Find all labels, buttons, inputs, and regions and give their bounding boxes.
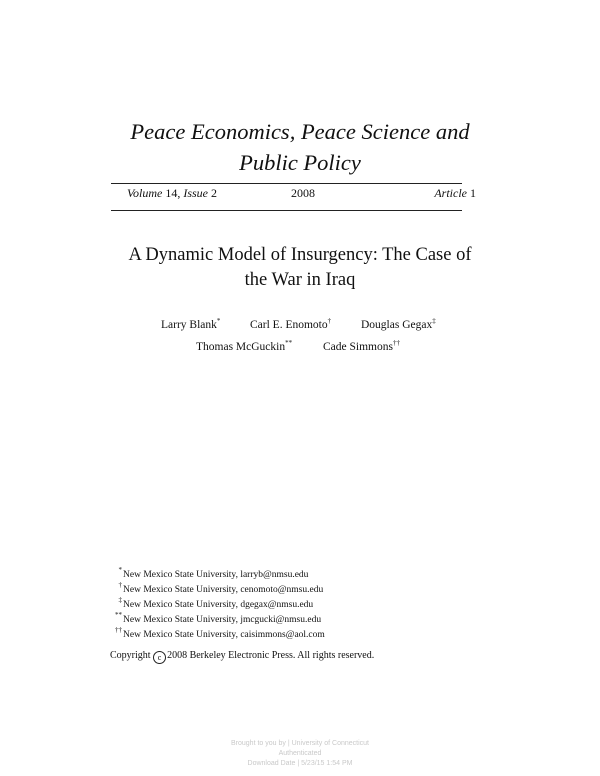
journal-title-line-2: Public Policy — [239, 150, 361, 175]
watermark-line-3: Download Date | 5/23/15 1:54 PM — [247, 760, 353, 767]
footnote: †New Mexico State University, cenomoto@nmsu.edu — [118, 581, 324, 595]
publication-year: 2008 — [291, 186, 315, 200]
article-value: 1 — [470, 186, 476, 200]
author-mark: * — [216, 317, 221, 325]
author-name: Larry Blank — [161, 319, 217, 331]
watermark-line-2: Authenticated — [278, 750, 322, 757]
paper-title-line-2: the War in Iraq — [244, 270, 356, 290]
copyright-symbol-icon: c — [153, 651, 166, 664]
download-watermark — [200, 739, 400, 769]
footnote-text: New Mexico State University, larryb@nmsu.edu — [123, 570, 309, 580]
author — [250, 318, 331, 332]
author-name: Cade Simmons — [323, 341, 393, 353]
author — [161, 318, 220, 332]
copyright-text: 2008 Berkeley Electronic Press. All rights reserved. — [167, 650, 375, 661]
volume-number: 14 — [165, 186, 178, 200]
footnote-text: New Mexico State University, cenomoto@nmsu.edu — [123, 585, 324, 595]
author-mark: ** — [285, 339, 293, 347]
issue-label: Issue — [183, 186, 208, 200]
author — [361, 318, 436, 332]
journal-title-line-1: Peace Economics, Peace Science and — [130, 119, 470, 144]
top-rule — [111, 183, 462, 184]
issue-number: 2 — [211, 186, 217, 200]
copyright-notice — [110, 649, 374, 664]
footnote: *New Mexico State University, larryb@nmsu.edu — [118, 566, 309, 580]
watermark-line-1: Brought to you by | University of Connecticut — [231, 740, 369, 747]
volume-label: Volume — [127, 186, 163, 200]
footnote: ††New Mexico State University, caisimmons@aol.com — [115, 626, 325, 640]
footnote-text: New Mexico State University, dgegax@nmsu.edu — [123, 600, 314, 610]
article-label: Article — [434, 186, 467, 200]
journal-title — [60, 116, 540, 178]
footnote-text: New Mexico State University, caisimmons@aol.com — [123, 630, 325, 640]
author-footnotes — [113, 568, 325, 643]
author-mark: ‡ — [432, 317, 436, 325]
article-number — [434, 186, 476, 200]
footnote-text: New Mexico State University, jmcgucki@nmsu.edu — [123, 615, 322, 625]
author-mark: †† — [392, 339, 400, 347]
author — [323, 340, 400, 354]
footnote: ‡New Mexico State University, dgegax@nmsu.edu — [118, 596, 314, 610]
author-mark: † — [327, 317, 332, 325]
paper-title — [60, 243, 540, 293]
copyright-prefix: Copyright — [110, 650, 151, 661]
author-name: Thomas McGuckin — [196, 341, 286, 353]
paper-title-line-1: A Dynamic Model of Insurgency: The Case of — [128, 245, 472, 265]
author-name: Douglas Gegax — [361, 319, 433, 331]
author — [196, 340, 292, 354]
footnote: **New Mexico State University, jmcgucki@nmsu.edu — [115, 611, 322, 625]
bottom-rule — [111, 210, 462, 211]
issue-line — [127, 186, 476, 200]
volume-issue: Volume 14, Issue 2 — [127, 186, 217, 200]
author-name: Carl E. Enomoto — [250, 319, 328, 331]
